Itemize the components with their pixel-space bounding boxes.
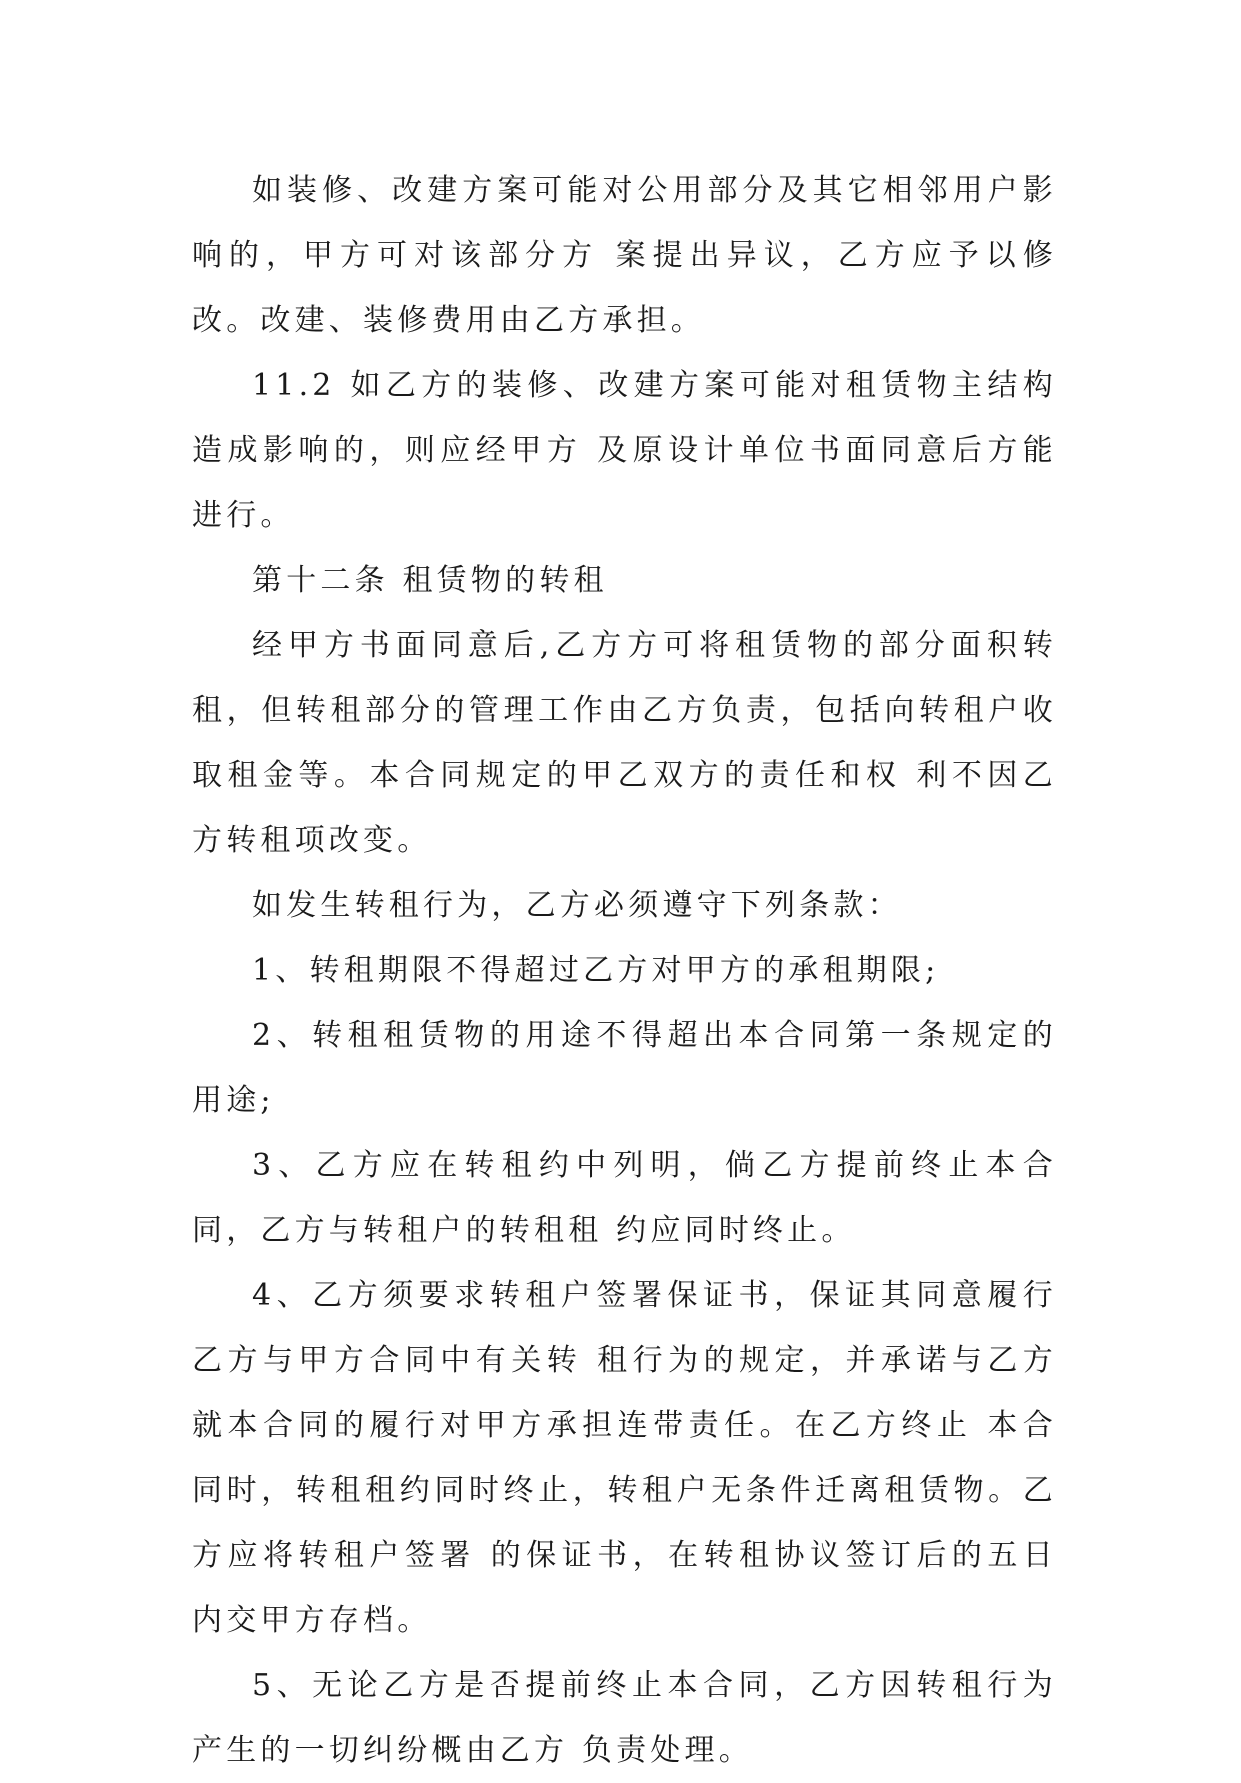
list-item-1: 1、转租期限不得超过乙方对甲方的承租期限;	[252, 953, 940, 988]
paragraph-clause-11-2: 11.2 如乙方的装修、改建方案可能对租赁物主结构造成影响的，则应经甲方 及原设计单位书面同意后方能进行。	[192, 368, 1057, 533]
article-12-heading: 第十二条 租赁物的转租	[252, 563, 608, 598]
paragraph-sublease-terms-intro: 如发生转租行为，乙方必须遵守下列条款：	[252, 888, 902, 923]
list-item-2: 2、转租租赁物的用途不得超出本合同第一条规定的用途;	[192, 1018, 1057, 1118]
list-item-3: 3、乙方应在转租约中列明，倘乙方提前终止本合同，乙方与转租户的转租租 约应同时终止。	[192, 1148, 1057, 1248]
paragraph-renovation-objection: 如装修、改建方案可能对公用部分及其它相邻用户影响的，甲方可对该部分方 案提出异议，乙方应予以修改。改建、装修费用由乙方承担。	[192, 173, 1057, 338]
list-item-4: 4、乙方须要求转租户签署保证书，保证其同意履行乙方与甲方合同中有关转 租行为的规定，并承诺与乙方就本合同的履行对甲方承担连带责任。在乙方终止 本合同时，转租租约同时终止，转租户无条件迁离租赁物。乙方应将转租户签署 的保证书，在转租协议签订后的五日内交甲方存档。	[192, 1278, 1057, 1638]
list-item-5: 5、无论乙方是否提前终止本合同，乙方因转租行为产生的一切纠纷概由乙方 负责处理。	[192, 1668, 1057, 1768]
paragraph-sublease-consent: 经甲方书面同意后,乙方方可将租赁物的部分面积转租，但转租部分的管理工作由乙方负责，包括向转租户收取租金等。本合同规定的甲乙双方的责任和权 利不因乙方转租项改变。	[192, 628, 1057, 858]
document-body	[192, 158, 1057, 1783]
